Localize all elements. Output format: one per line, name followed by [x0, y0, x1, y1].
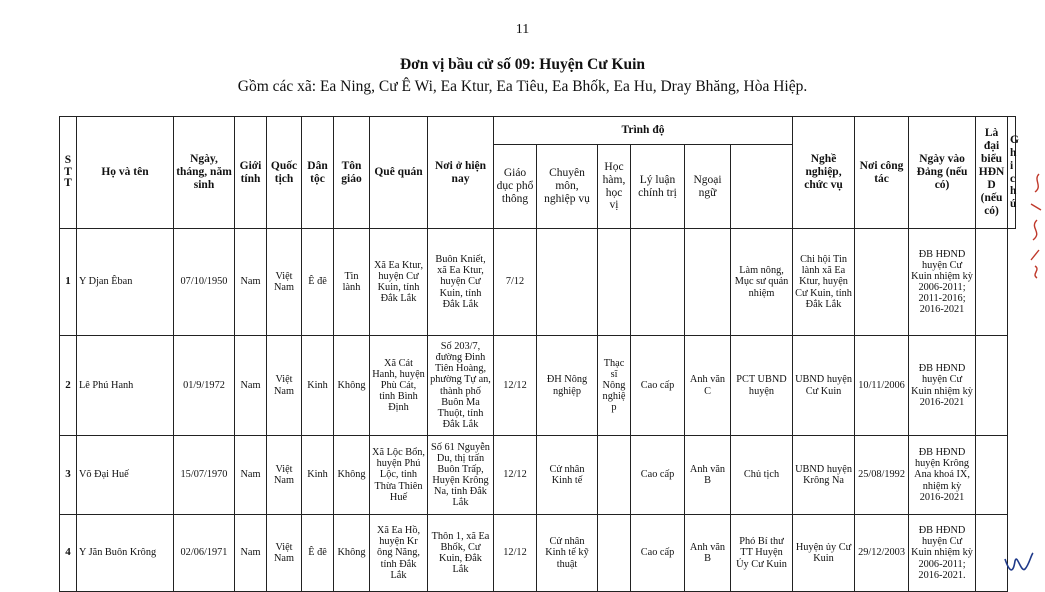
header-residence: Nơi ở hiện nay [428, 117, 494, 229]
candidate-hometown: Xã Ea Hồ, huyện Kr ông Năng, tỉnh Đắk Lắk [370, 515, 428, 592]
candidate-general-edu: 12/12 [494, 436, 537, 515]
candidate-nationality: Việt Nam [267, 515, 302, 592]
candidate-specialty: ĐH Nông nghiệp [537, 336, 598, 436]
candidate-name: Y Jăn Buôn Krông [77, 515, 174, 592]
candidate-residence: Số 61 Nguyễn Du, thị trấn Buôn Trấp, Huyện Krông Na, tỉnh Đắk Lắk [428, 436, 494, 515]
candidate-dob: 02/06/1971 [174, 515, 235, 592]
candidate-delegate: ĐB HĐND huyện Cư Kuin nhiệm kỳ 2006-2011; 2016-2021. [909, 515, 976, 592]
candidate-gender: Nam [235, 436, 267, 515]
header-party-date: Ngày vào Đảng (nếu có) [909, 117, 976, 229]
candidate-language: Anh văn C [685, 336, 731, 436]
candidate-party-date: 10/11/2006 [855, 336, 909, 436]
candidate-religion: Tin lành [334, 229, 370, 336]
header-occupation: Nghề nghiệp, chức vụ [793, 117, 855, 229]
page-number: 11 [515, 22, 530, 37]
margin-scribble [1025, 170, 1045, 280]
candidate-academic [598, 515, 631, 592]
candidate-hometown: Xã Lộc Bổn, huyện Phú Lộc, tỉnh Thừa Thiên Huế [370, 436, 428, 515]
header-ethnicity: Dân tộc [302, 117, 334, 229]
candidate-delegate: ĐB HĐND huyện Cư Kuin nhiệm kỳ 2016-2021 [909, 336, 976, 436]
candidate-table [59, 116, 1019, 592]
document-subtitle: Gồm các xã: Ea Ning, Cư Ê Wi, Ea Ktur, Ea Tiêu, Ea Bhốk, Ea Hu, Dray Bhăng, Hòa Hiệp. [237, 78, 808, 95]
header-general-edu: Giáo dục phổ thông [494, 145, 537, 229]
candidate-religion: Không [334, 515, 370, 592]
table-row [60, 436, 1016, 515]
candidate-nationality: Việt Nam [267, 436, 302, 515]
header-dob: Ngày, tháng, năm sinh [174, 117, 235, 229]
candidate-political: Cao cấp [631, 436, 685, 515]
candidate-hometown: Xã Ea Ktur, huyện Cư Kuin, tỉnh Đắk Lắk [370, 229, 428, 336]
header-political: Lý luận chính trị [631, 145, 685, 229]
candidate-language [685, 229, 731, 336]
header-delegate: Là đại biểu HĐND (nếu có) [976, 117, 1008, 229]
header-name: Họ và tên [77, 117, 174, 229]
candidate-specialty: Cử nhân Kinh tế [537, 436, 598, 515]
candidate-religion: Không [334, 336, 370, 436]
candidate-gender: Nam [235, 515, 267, 592]
candidate-hometown: Xã Cát Hanh, huyện Phù Cát, tỉnh Bình Định [370, 336, 428, 436]
candidate-occupation: Chủ tịch [731, 436, 793, 515]
candidate-political: Cao cấp [631, 336, 685, 436]
candidate-delegate: ĐB HĐND huyện Cư Kuin nhiệm kỳ 2006-2011; 2011-2016; 2016-2021 [909, 229, 976, 336]
candidate-workplace: UBND huyện Cư Kuin [793, 336, 855, 436]
candidate-note [976, 336, 1008, 436]
candidate-religion: Không [334, 436, 370, 515]
candidate-gender: Nam [235, 229, 267, 336]
header-gender: Giới tính [235, 117, 267, 229]
candidate-occupation: Phó Bí thư TT Huyện Ủy Cư Kuin [731, 515, 793, 592]
candidate-general-edu: 12/12 [494, 336, 537, 436]
row-stt: 4 [60, 515, 77, 592]
candidate-specialty: Cử nhân Kinh tế kỹ thuật [537, 515, 598, 592]
header-note: Ghi chú [1008, 117, 1016, 229]
candidate-note [976, 229, 1008, 336]
candidate-general-edu: 12/12 [494, 515, 537, 592]
candidate-language: Anh văn B [685, 436, 731, 515]
candidate-language: Anh văn B [685, 515, 731, 592]
candidate-occupation: Làm nông, Mục sư quản nhiệm [731, 229, 793, 336]
candidate-delegate: ĐB HĐND huyện Krông Ana khoá IX, nhiệm kỳ 2016-2021 [909, 436, 976, 515]
candidate-occupation: PCT UBND huyện [731, 336, 793, 436]
candidate-party-date: 25/08/1992 [855, 436, 909, 515]
table-row [60, 515, 1016, 592]
candidate-name: Lê Phú Hanh [77, 336, 174, 436]
candidate-note [976, 436, 1008, 515]
table-row [60, 336, 1016, 436]
table-row [60, 229, 1016, 336]
header-workplace: Nơi công tác [855, 117, 909, 229]
header-specialty: Chuyên môn, nghiệp vụ [537, 145, 598, 229]
header-stt: S T T [60, 117, 77, 229]
candidate-dob: 07/10/1950 [174, 229, 235, 336]
candidate-academic [598, 436, 631, 515]
signature-mark [1001, 549, 1035, 577]
candidate-ethnicity: Kinh [302, 336, 334, 436]
header-language: Ngoại ngữ [685, 145, 731, 229]
header-nationality: Quốc tịch [267, 117, 302, 229]
header-education-group: Trình độ [494, 117, 793, 145]
candidate-political [631, 229, 685, 336]
candidate-residence: Số 203/7, đường Đinh Tiên Hoàng, phường Tự an, thành phố Buôn Ma Thuột, tỉnh Đắk Lắk [428, 336, 494, 436]
row-stt: 1 [60, 229, 77, 336]
candidate-political: Cao cấp [631, 515, 685, 592]
row-stt: 2 [60, 336, 77, 436]
candidate-nationality: Việt Nam [267, 336, 302, 436]
candidate-party-date: 29/12/2003 [855, 515, 909, 592]
candidate-gender: Nam [235, 336, 267, 436]
candidate-specialty [537, 229, 598, 336]
candidate-workplace: Chi hội Tin lành xã Ea Ktur, huyện Cư Kuin, tỉnh Đắk Lắk [793, 229, 855, 336]
candidate-residence: Thôn 1, xã Ea Bhốk, Cư Kuin, Đắk Lắk [428, 515, 494, 592]
candidate-general-edu: 7/12 [494, 229, 537, 336]
candidate-name: Y Djan Êban [77, 229, 174, 336]
candidate-dob: 15/07/1970 [174, 436, 235, 515]
candidate-ethnicity: Ê đê [302, 229, 334, 336]
candidate-academic: Thạc sĩ Nông nghiệp [598, 336, 631, 436]
candidate-party-date [855, 229, 909, 336]
candidate-workplace: UBND huyện Krông Na [793, 436, 855, 515]
candidate-name: Võ Đại Huế [77, 436, 174, 515]
header-hometown: Quê quán [370, 117, 428, 229]
candidate-academic [598, 229, 631, 336]
header-academic: Học hàm, học vị [598, 145, 631, 229]
candidate-dob: 01/9/1972 [174, 336, 235, 436]
row-stt: 3 [60, 436, 77, 515]
header-religion: Tôn giáo [334, 117, 370, 229]
candidate-residence: Buôn Kniết, xã Ea Ktur, huyện Cư Kuin, tỉnh Đắk Lắk [428, 229, 494, 336]
candidate-nationality: Việt Nam [267, 229, 302, 336]
candidate-ethnicity: Ê đê [302, 515, 334, 592]
document-title: Đơn vị bầu cử số 09: Huyện Cư Kuin [399, 56, 646, 73]
candidate-ethnicity: Kinh [302, 436, 334, 515]
candidate-workplace: Huyện ủy Cư Kuin [793, 515, 855, 592]
